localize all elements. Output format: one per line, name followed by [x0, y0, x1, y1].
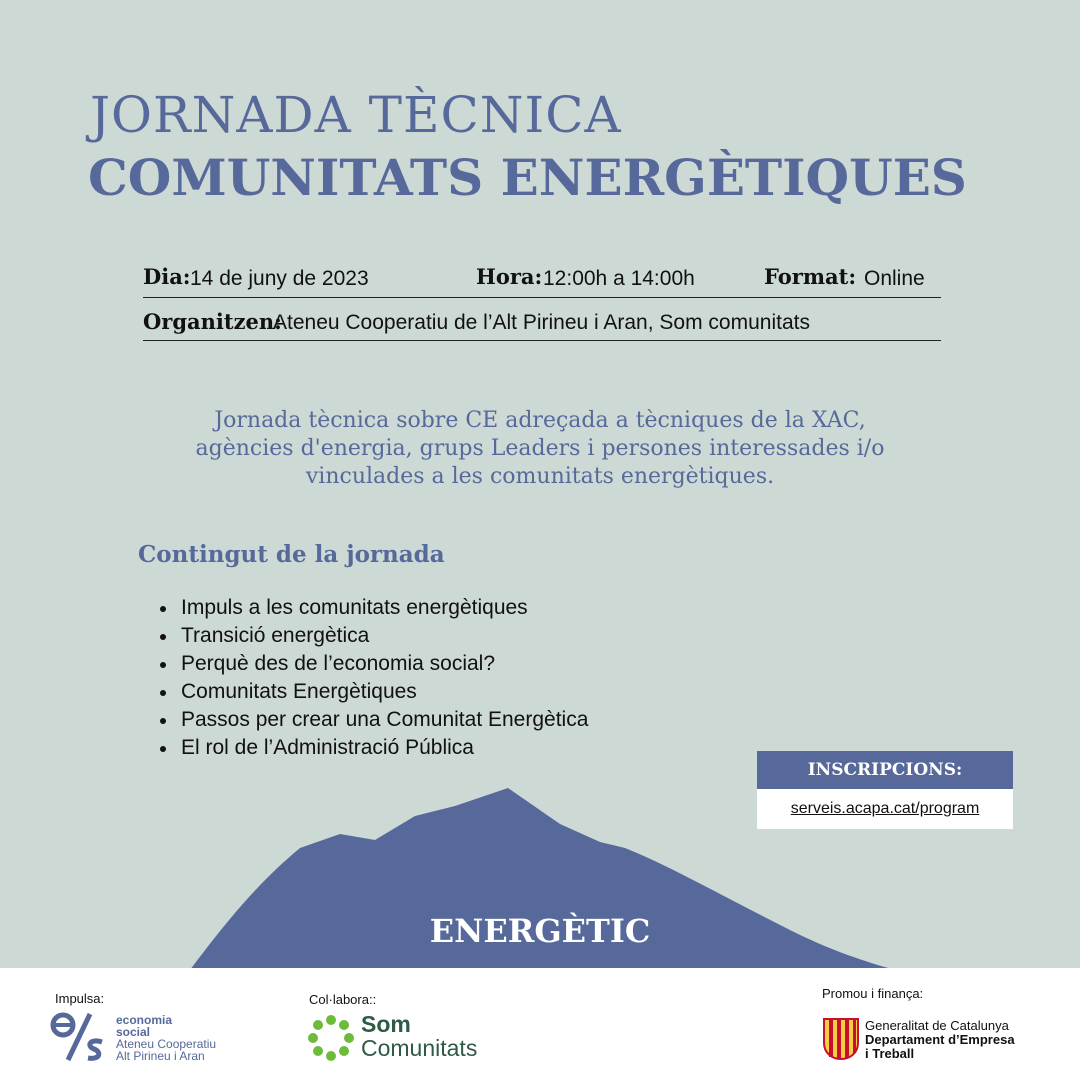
format-value: Online [864, 267, 925, 290]
list-item: Passos per crear una Comunitat Energètica [158, 706, 588, 734]
gen-logo-line: Departament d’Empresa [865, 1032, 1015, 1047]
generalitat-logo-text [865, 1019, 1015, 1061]
es-logo-line: Ateneu Cooperatiu [116, 1037, 217, 1051]
organizers-value: Ateneu Cooperatiu de l’Alt Pirineu i Aran, Som comunitats [273, 311, 810, 334]
content-heading: Contingut de la jornada [138, 541, 445, 568]
time-value: 12:00h a 14:00h [543, 267, 695, 290]
inscriptions-header: INSCRIPCIONS: [757, 751, 1013, 789]
content-list [158, 594, 588, 762]
event-type-title: JORNADA TÈCNICA [90, 86, 622, 144]
time-label: Hora: [476, 264, 543, 289]
es-logo-line: social [116, 1025, 151, 1039]
impulsa-label: Impulsa: [55, 991, 105, 1006]
promou-label: Promou i finança: [822, 986, 924, 1001]
info-row-organizers [143, 306, 941, 341]
date-value: 14 de juny de 2023 [190, 267, 369, 290]
inscriptions-link[interactable]: serveis.acapa.cat/program [757, 789, 1013, 829]
mountain-label: ENERGÈTIC [429, 912, 651, 950]
event-description [140, 407, 940, 491]
list-item: Impuls a les comunitats energètiques [158, 594, 588, 622]
format-label: Format: [764, 264, 857, 289]
description-line: agències d'energia, grups Leaders i persones interessades i/o [195, 436, 885, 461]
economia-social-logo-icon [50, 1012, 110, 1062]
list-item: Comunitats Energètiques [158, 678, 588, 706]
description-line: vinculades a les comunitats energètiques. [305, 464, 775, 489]
list-item: El rol de l’Administració Pública [158, 734, 588, 762]
es-logo-line: Alt Pirineu i Aran [116, 1049, 205, 1063]
generalitat-shield-icon [822, 1017, 860, 1061]
som-comunitats-logo-text [361, 1012, 477, 1060]
som-logo-line: Som [361, 1011, 411, 1037]
som-comunitats-logo-icon [306, 1014, 356, 1062]
gen-logo-line: i Treball [865, 1046, 915, 1061]
info-row-date-time-format [143, 262, 941, 298]
economia-social-logo-text [116, 1014, 216, 1062]
list-item: Perquè des de l’economia social? [158, 650, 588, 678]
gen-logo-line: Generalitat de Catalunya [865, 1018, 1009, 1033]
som-logo-line: Comunitats [361, 1035, 478, 1061]
description-line: Jornada tècnica sobre CE adreçada a tècniques de la XAC, [214, 408, 866, 433]
organizers-label: Organitzen: [143, 309, 282, 334]
date-label: Dia: [143, 264, 191, 289]
collabora-label: Col·labora:: [309, 992, 377, 1007]
es-logo-line: economia [116, 1013, 173, 1027]
event-title: COMUNITATS ENERGÈTIQUES [88, 148, 967, 207]
list-item: Transició energètica [158, 622, 588, 650]
